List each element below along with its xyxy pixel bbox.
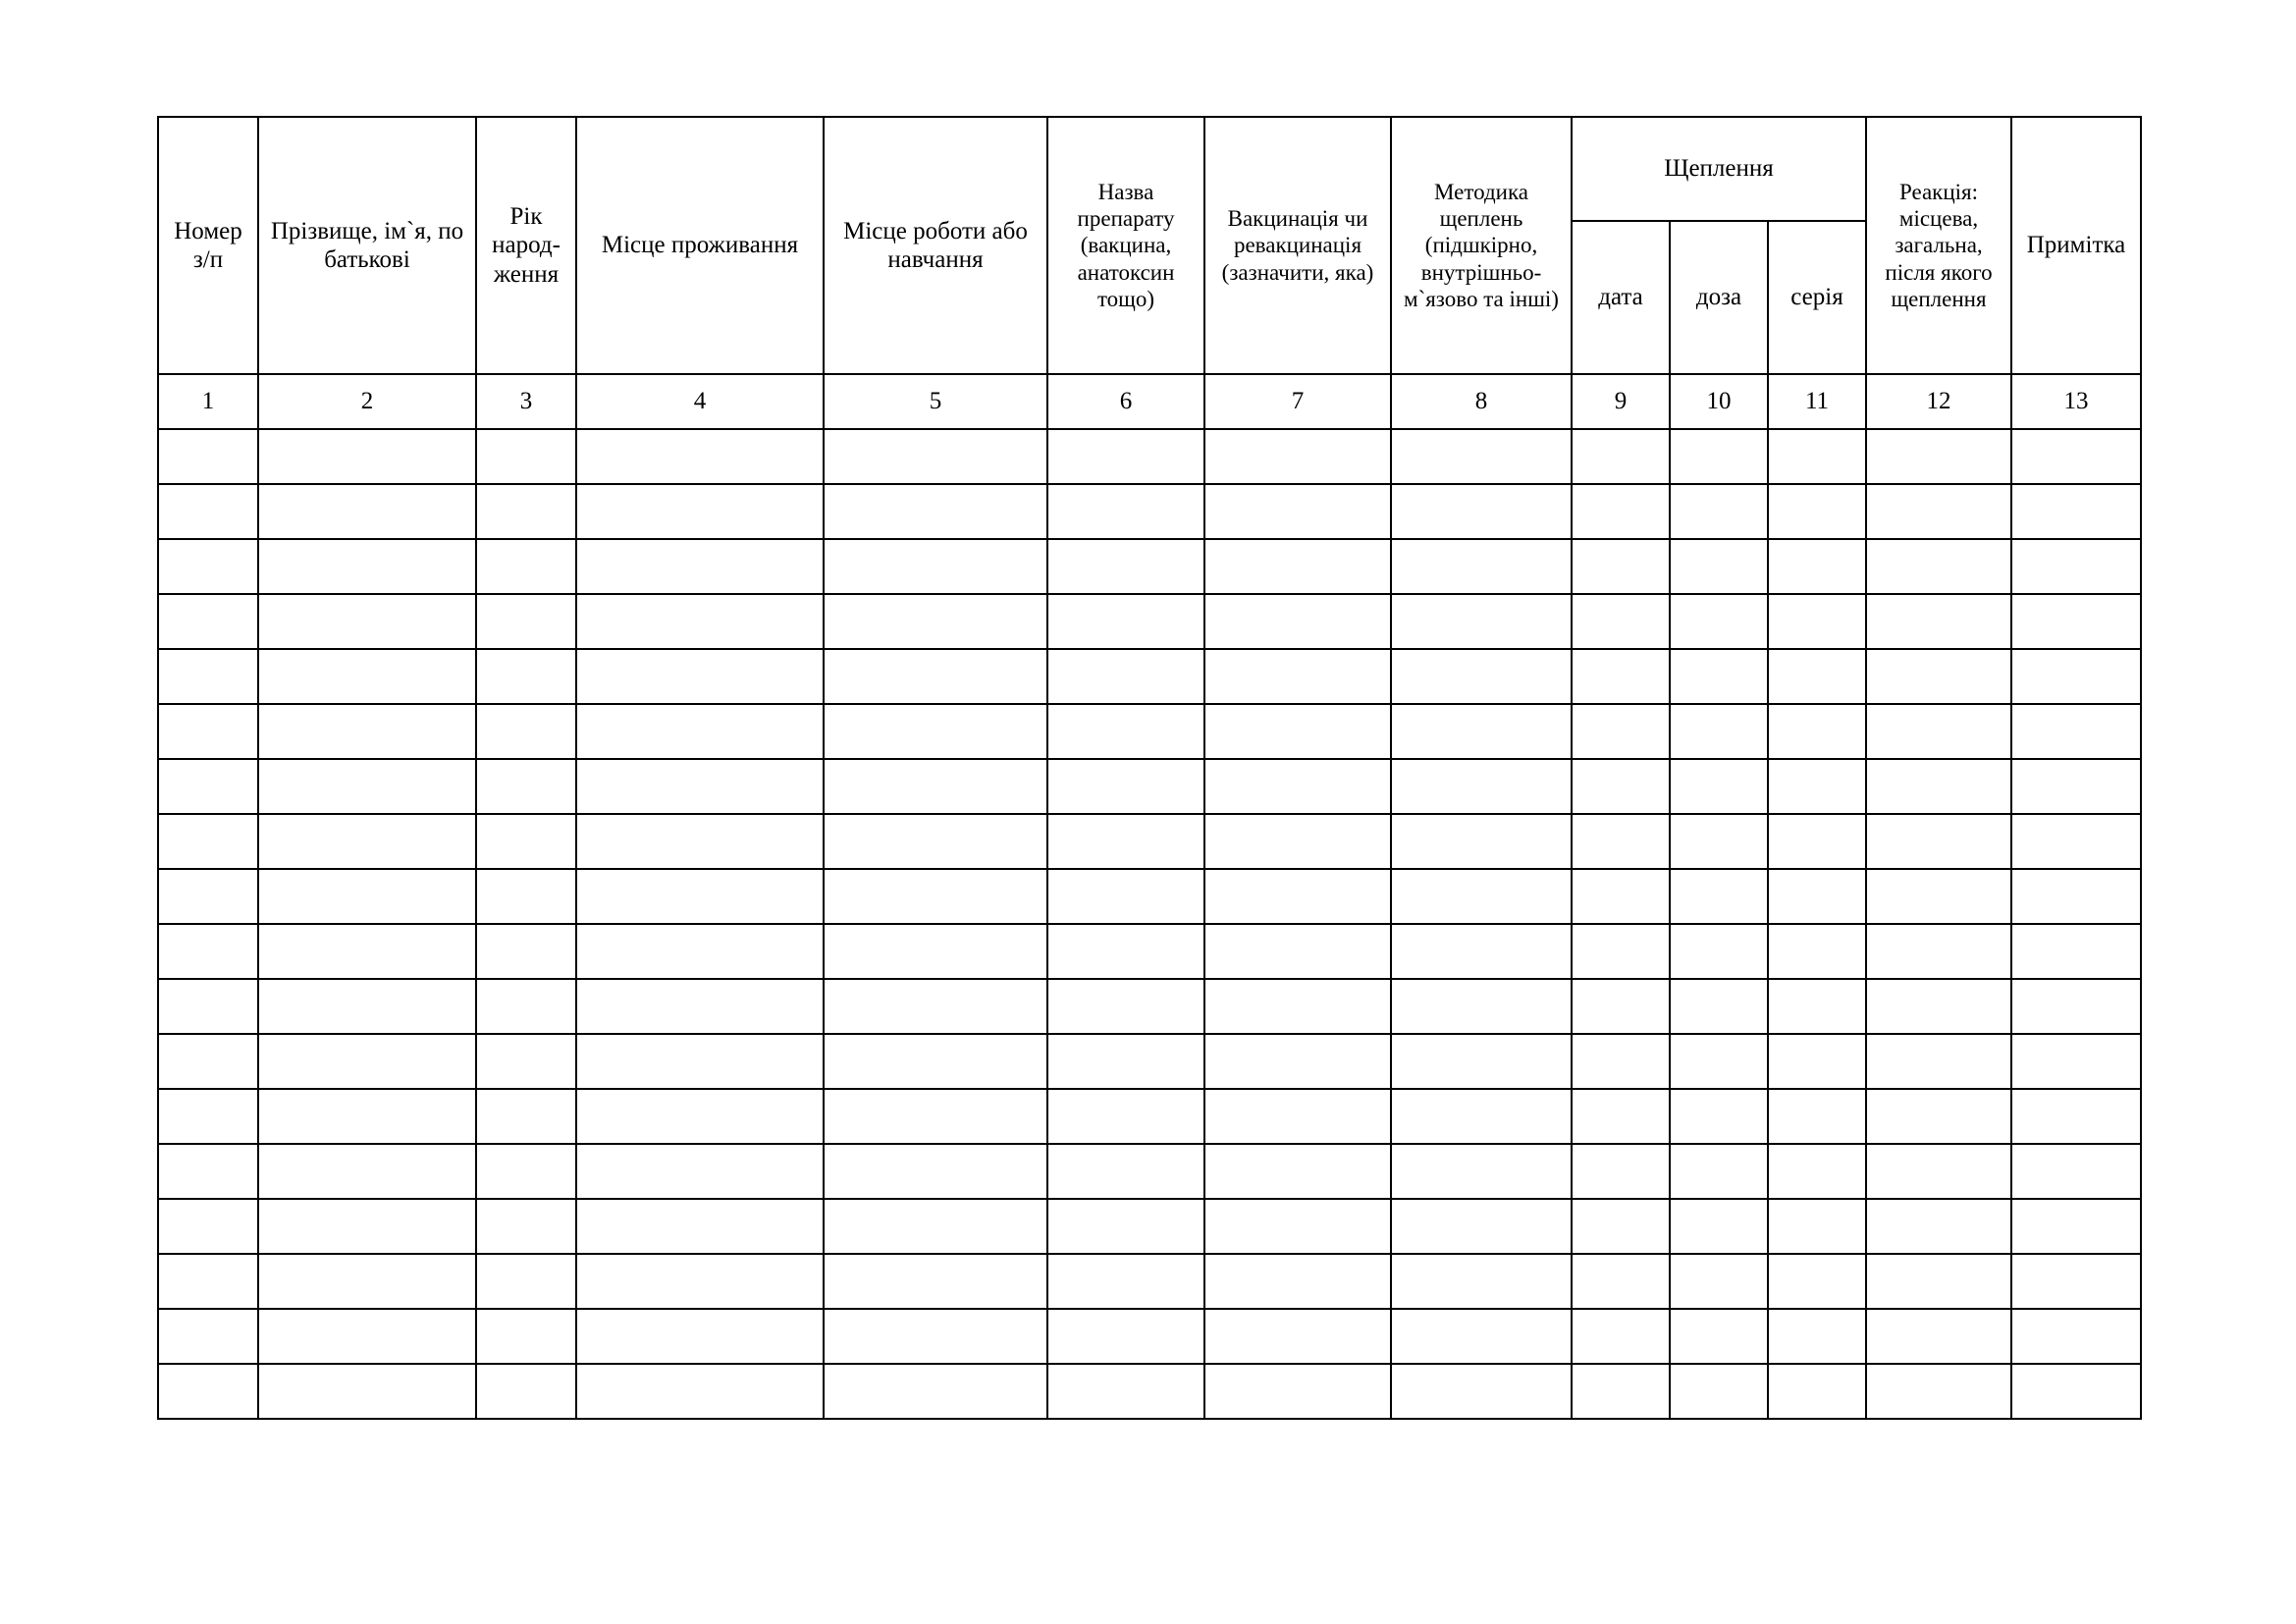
header-group-vaccination: Щеплення [1572,117,1866,221]
table-cell[interactable] [1391,429,1572,484]
table-cell[interactable] [2011,1364,2141,1419]
colnum-12: 12 [1866,374,2011,429]
header-dose: доза [1670,221,1768,374]
table-cell[interactable] [1572,869,1670,924]
colnum-10: 10 [1670,374,1768,429]
table-cell[interactable] [1047,924,1204,979]
table-cell[interactable] [1572,924,1670,979]
table-cell[interactable] [1204,924,1391,979]
table-cell[interactable] [1572,1034,1670,1089]
table-cell[interactable] [476,979,576,1034]
table-cell[interactable] [1866,539,2011,594]
header-preparation-name: Назва препарату (вакцина, анатоксин тощо) [1047,117,1204,374]
table-cell[interactable] [576,1309,824,1364]
table-cell[interactable] [1391,979,1572,1034]
table-cell[interactable] [1670,1364,1768,1419]
table-cell[interactable] [1670,484,1768,539]
table-cell[interactable] [1866,759,2011,814]
table-cell[interactable] [258,484,476,539]
table-cell[interactable] [1047,1144,1204,1199]
registry-table-container [157,116,2140,1420]
table-cell[interactable] [158,979,258,1034]
table-cell[interactable] [1204,979,1391,1034]
table-cell[interactable] [2011,484,2141,539]
table-cell[interactable] [824,1199,1047,1254]
table-cell[interactable] [824,484,1047,539]
header-vaccination-type: Вакцинація чи ревакцинація (зазначити, яка) [1204,117,1391,374]
table-cell[interactable] [1670,1254,1768,1309]
table-cell[interactable] [2011,649,2141,704]
table-cell[interactable] [824,649,1047,704]
table-cell[interactable] [576,814,824,869]
table-cell[interactable] [1768,924,1866,979]
table-cell[interactable] [258,1089,476,1144]
table-cell[interactable] [1670,429,1768,484]
table-cell[interactable] [1866,649,2011,704]
table-cell[interactable] [1768,484,1866,539]
table-cell[interactable] [1572,1199,1670,1254]
header-date: дата [1572,221,1670,374]
table-cell[interactable] [2011,1199,2141,1254]
table-cell[interactable] [2011,1034,2141,1089]
table-cell[interactable] [824,979,1047,1034]
table-cell[interactable] [1768,1254,1866,1309]
header-residence: Місце проживання [576,117,824,374]
table-cell[interactable] [476,924,576,979]
colnum-11: 11 [1768,374,1866,429]
table-cell[interactable] [1670,1144,1768,1199]
header-number-line1: Номер [174,217,242,244]
table-row[interactable] [158,1199,2141,1254]
table-cell[interactable] [258,429,476,484]
table-cell[interactable] [476,759,576,814]
table-cell[interactable] [1866,814,2011,869]
table-cell[interactable] [1204,1364,1391,1419]
table-cell[interactable] [1204,649,1391,704]
table-cell[interactable] [158,759,258,814]
table-cell[interactable] [258,649,476,704]
table-cell[interactable] [1204,814,1391,869]
table-cell[interactable] [258,924,476,979]
table-cell[interactable] [1204,594,1391,649]
vaccination-registry-table [157,116,2142,1420]
table-cell[interactable] [1572,1309,1670,1364]
table-cell[interactable] [1204,1199,1391,1254]
table-cell[interactable] [1572,1144,1670,1199]
table-cell[interactable] [1204,1089,1391,1144]
table-cell[interactable] [1391,1144,1572,1199]
table-cell[interactable] [576,924,824,979]
table-cell[interactable] [1866,1254,2011,1309]
table-cell[interactable] [1670,704,1768,759]
table-cell[interactable] [1866,1364,2011,1419]
table-cell[interactable] [1670,1199,1768,1254]
table-cell[interactable] [1391,1089,1572,1144]
table-cell[interactable] [576,979,824,1034]
table-cell[interactable] [1047,649,1204,704]
header-fullname: Прізвище, ім`я, по батькові [258,117,476,374]
table-cell[interactable] [258,1034,476,1089]
table-row[interactable] [158,484,2141,539]
table-row[interactable] [158,814,2141,869]
table-cell[interactable] [158,1364,258,1419]
colnum-3: 3 [476,374,576,429]
table-cell[interactable] [1204,539,1391,594]
table-cell[interactable] [576,1364,824,1419]
table-cell[interactable] [1391,594,1572,649]
table-cell[interactable] [1204,429,1391,484]
table-cell[interactable] [1670,1089,1768,1144]
table-cell[interactable] [158,924,258,979]
table-cell[interactable] [1866,1199,2011,1254]
table-cell[interactable] [824,1254,1047,1309]
table-cell[interactable] [1391,649,1572,704]
table-cell[interactable] [476,1034,576,1089]
table-cell[interactable] [476,869,576,924]
table-cell[interactable] [476,539,576,594]
table-row[interactable] [158,649,2141,704]
table-cell[interactable] [1391,1309,1572,1364]
table-cell[interactable] [576,1199,824,1254]
table-cell[interactable] [476,1364,576,1419]
table-cell[interactable] [258,869,476,924]
table-cell[interactable] [1768,704,1866,759]
table-cell[interactable] [576,1144,824,1199]
table-cell[interactable] [1572,979,1670,1034]
header-birth-year-line1: Рік [509,202,543,230]
table-cell[interactable] [2011,869,2141,924]
table-cell[interactable] [158,869,258,924]
table-cell[interactable] [576,539,824,594]
colnum-8: 8 [1391,374,1572,429]
table-cell[interactable] [1391,924,1572,979]
table-cell[interactable] [1391,1254,1572,1309]
table-cell[interactable] [1572,1364,1670,1419]
table-cell[interactable] [1572,539,1670,594]
table-cell[interactable] [476,814,576,869]
header-birth-year-line2: народ- [492,232,561,259]
table-cell[interactable] [1047,539,1204,594]
table-row[interactable] [158,1034,2141,1089]
colnum-1: 1 [158,374,258,429]
table-cell[interactable] [158,1144,258,1199]
table-cell[interactable] [1768,1144,1866,1199]
colnum-5: 5 [824,374,1047,429]
table-cell[interactable] [158,649,258,704]
table-cell[interactable] [824,1034,1047,1089]
table-cell[interactable] [476,704,576,759]
colnum-4: 4 [576,374,824,429]
table-row[interactable] [158,979,2141,1034]
table-cell[interactable] [1047,1199,1204,1254]
table-cell[interactable] [1572,594,1670,649]
table-cell[interactable] [1047,1089,1204,1144]
colnum-13: 13 [2011,374,2141,429]
table-cell[interactable] [158,484,258,539]
table-cell[interactable] [2011,979,2141,1034]
table-cell[interactable] [824,429,1047,484]
table-cell[interactable] [1768,539,1866,594]
table-cell[interactable] [2011,1144,2141,1199]
table-cell[interactable] [1391,1364,1572,1419]
table-cell[interactable] [1866,1309,2011,1364]
table-cell[interactable] [824,869,1047,924]
table-cell[interactable] [824,814,1047,869]
header-row-main [158,117,2141,221]
table-cell[interactable] [1391,869,1572,924]
table-cell[interactable] [824,704,1047,759]
table-cell[interactable] [2011,594,2141,649]
table-row[interactable] [158,759,2141,814]
table-cell[interactable] [1391,759,1572,814]
table-cell[interactable] [2011,1089,2141,1144]
table-cell[interactable] [1047,814,1204,869]
header-number-line2: з/п [192,246,224,273]
header-number [158,117,258,374]
table-cell[interactable] [576,1089,824,1144]
table-cell[interactable] [1670,759,1768,814]
table-cell[interactable] [1866,1089,2011,1144]
table-cell[interactable] [1670,979,1768,1034]
table-cell[interactable] [158,1199,258,1254]
table-row[interactable] [158,1089,2141,1144]
table-cell[interactable] [158,594,258,649]
column-number-row [158,374,2141,429]
table-cell[interactable] [2011,704,2141,759]
table-cell[interactable] [824,594,1047,649]
table-cell[interactable] [1047,979,1204,1034]
table-row[interactable] [158,1309,2141,1364]
table-cell[interactable] [1204,704,1391,759]
table-cell[interactable] [1047,484,1204,539]
table-cell[interactable] [576,649,824,704]
table-cell[interactable] [824,539,1047,594]
table-cell[interactable] [1391,1034,1572,1089]
table-cell[interactable] [258,1199,476,1254]
table-cell[interactable] [258,1364,476,1419]
table-cell[interactable] [1768,979,1866,1034]
header-reaction: Реакція: місцева, загальна, після якого щеплення [1866,117,2011,374]
colnum-9: 9 [1572,374,1670,429]
table-cell[interactable] [158,704,258,759]
table-cell[interactable] [1047,759,1204,814]
table-cell[interactable] [1768,1089,1866,1144]
table-cell[interactable] [1204,1144,1391,1199]
table-cell[interactable] [2011,924,2141,979]
table-cell[interactable] [1670,1034,1768,1089]
table-cell[interactable] [824,1089,1047,1144]
table-cell[interactable] [1768,759,1866,814]
table-cell[interactable] [1572,1254,1670,1309]
table-cell[interactable] [258,1309,476,1364]
table-cell[interactable] [158,1034,258,1089]
table-header [158,117,2141,429]
table-cell[interactable] [258,1254,476,1309]
table-cell[interactable] [1572,649,1670,704]
table-cell[interactable] [1670,539,1768,594]
table-cell[interactable] [2011,759,2141,814]
table-cell[interactable] [1670,924,1768,979]
table-cell[interactable] [476,429,576,484]
table-cell[interactable] [158,1254,258,1309]
table-cell[interactable] [576,1034,824,1089]
table-cell[interactable] [476,1199,576,1254]
table-cell[interactable] [1391,1199,1572,1254]
table-body [158,429,2141,1419]
table-cell[interactable] [1572,704,1670,759]
table-row[interactable] [158,1144,2141,1199]
table-row[interactable] [158,704,2141,759]
table-cell[interactable] [1047,594,1204,649]
table-cell[interactable] [476,1089,576,1144]
table-cell[interactable] [1768,1034,1866,1089]
table-cell[interactable] [1768,594,1866,649]
table-cell[interactable] [476,649,576,704]
table-row[interactable] [158,539,2141,594]
table-cell[interactable] [158,1309,258,1364]
table-cell[interactable] [824,759,1047,814]
table-cell[interactable] [258,1144,476,1199]
table-cell[interactable] [258,814,476,869]
table-cell[interactable] [1670,594,1768,649]
table-cell[interactable] [2011,539,2141,594]
table-cell[interactable] [1866,869,2011,924]
table-cell[interactable] [824,1309,1047,1364]
table-cell[interactable] [158,1089,258,1144]
table-cell[interactable] [1391,539,1572,594]
table-cell[interactable] [576,869,824,924]
table-cell[interactable] [1047,1364,1204,1419]
table-row[interactable] [158,594,2141,649]
table-row[interactable] [158,429,2141,484]
table-cell[interactable] [1572,759,1670,814]
table-cell[interactable] [1768,429,1866,484]
header-workplace: Місце роботи або навчання [824,117,1047,374]
table-cell[interactable] [1866,924,2011,979]
table-cell[interactable] [1768,1364,1866,1419]
table-cell[interactable] [1866,484,2011,539]
table-cell[interactable] [476,1144,576,1199]
table-cell[interactable] [1047,1254,1204,1309]
table-cell[interactable] [258,594,476,649]
table-cell[interactable] [1866,1034,2011,1089]
table-cell[interactable] [576,704,824,759]
table-cell[interactable] [258,979,476,1034]
table-cell[interactable] [1866,594,2011,649]
table-cell[interactable] [1047,1034,1204,1089]
colnum-6: 6 [1047,374,1204,429]
colnum-2: 2 [258,374,476,429]
table-cell[interactable] [1204,1254,1391,1309]
table-cell[interactable] [576,1254,824,1309]
table-cell[interactable] [158,539,258,594]
table-cell[interactable] [2011,429,2141,484]
table-cell[interactable] [158,814,258,869]
table-cell[interactable] [1670,649,1768,704]
table-cell[interactable] [824,924,1047,979]
table-cell[interactable] [576,484,824,539]
table-cell[interactable] [1204,1309,1391,1364]
table-cell[interactable] [1047,869,1204,924]
table-cell[interactable] [2011,814,2141,869]
table-cell[interactable] [1204,869,1391,924]
table-cell[interactable] [1047,429,1204,484]
table-cell[interactable] [576,429,824,484]
table-cell[interactable] [576,759,824,814]
table-cell[interactable] [1768,1309,1866,1364]
table-cell[interactable] [1572,429,1670,484]
table-cell[interactable] [1866,979,2011,1034]
table-cell[interactable] [1047,1309,1204,1364]
table-cell[interactable] [1670,869,1768,924]
table-cell[interactable] [1204,759,1391,814]
table-cell[interactable] [1047,704,1204,759]
table-cell[interactable] [1391,484,1572,539]
table-cell[interactable] [1866,429,2011,484]
table-cell[interactable] [1391,814,1572,869]
table-cell[interactable] [476,1309,576,1364]
table-cell[interactable] [476,484,576,539]
table-cell[interactable] [824,1364,1047,1419]
table-cell[interactable] [476,594,576,649]
table-cell[interactable] [258,539,476,594]
table-cell[interactable] [476,1254,576,1309]
header-birth-year-line3: ження [493,260,560,288]
table-cell[interactable] [1572,1089,1670,1144]
table-cell[interactable] [1768,869,1866,924]
table-cell[interactable] [576,594,824,649]
table-cell[interactable] [258,704,476,759]
table-cell[interactable] [1670,814,1768,869]
table-cell[interactable] [1768,1199,1866,1254]
table-cell[interactable] [1670,1309,1768,1364]
table-cell[interactable] [1866,704,2011,759]
header-series: серія [1768,221,1866,374]
table-cell[interactable] [1866,1144,2011,1199]
header-note: Примітка [2011,117,2141,374]
table-cell[interactable] [1204,1034,1391,1089]
table-cell[interactable] [824,1144,1047,1199]
table-cell[interactable] [1572,814,1670,869]
table-cell[interactable] [1204,484,1391,539]
colnum-7: 7 [1204,374,1391,429]
table-cell[interactable] [158,429,258,484]
table-row[interactable] [158,869,2141,924]
table-cell[interactable] [1572,484,1670,539]
table-cell[interactable] [1768,814,1866,869]
table-cell[interactable] [258,759,476,814]
table-row[interactable] [158,1254,2141,1309]
header-birth-year [476,117,576,374]
table-cell[interactable] [2011,1309,2141,1364]
table-cell[interactable] [1391,704,1572,759]
table-cell[interactable] [1768,649,1866,704]
table-row[interactable] [158,924,2141,979]
table-row[interactable] [158,1364,2141,1419]
header-method: Методика щеплень (підшкірно, внутрішньо-м`язово та інші) [1391,117,1572,374]
table-cell[interactable] [2011,1254,2141,1309]
